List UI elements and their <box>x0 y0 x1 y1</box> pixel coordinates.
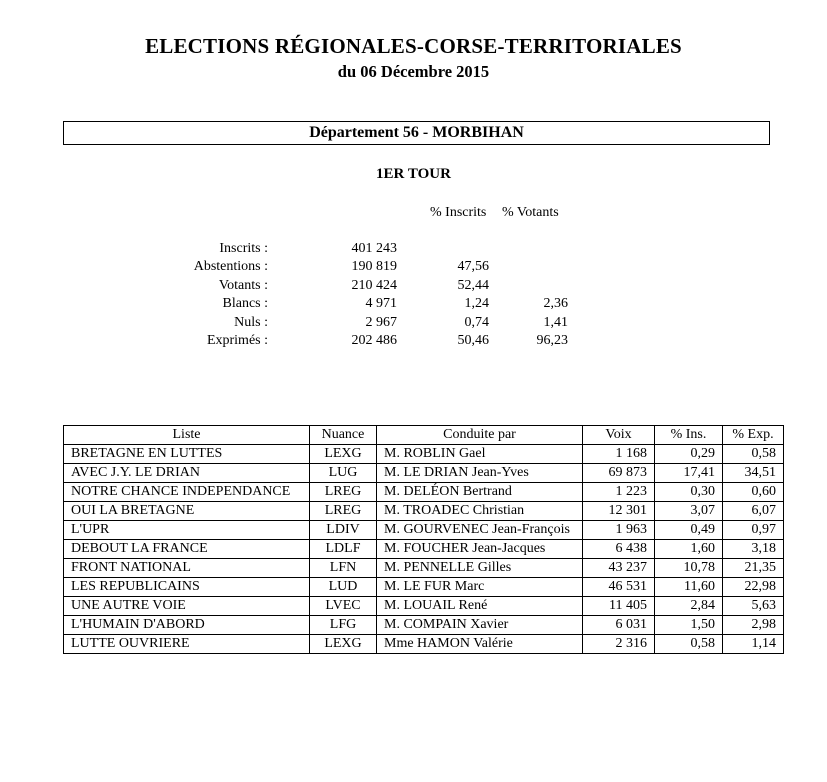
cell-liste: UNE AUTRE VOIE <box>64 597 310 616</box>
cell-voix: 6 438 <box>583 540 655 559</box>
table-row <box>64 502 784 521</box>
cell-voix: 11 405 <box>583 597 655 616</box>
cell-conduite: M. FOUCHER Jean-Jacques <box>377 540 583 559</box>
stat-count: 4 971 <box>365 296 397 311</box>
cell-liste: L'HUMAIN D'ABORD <box>64 616 310 635</box>
cell-voix: 12 301 <box>583 502 655 521</box>
cell-conduite: M. LE FUR Marc <box>377 578 583 597</box>
table-row <box>64 464 784 483</box>
stat-count: 401 243 <box>351 241 397 256</box>
cell-pct-exp: 34,51 <box>723 464 784 483</box>
cell-voix: 46 531 <box>583 578 655 597</box>
stat-label: Blancs : <box>222 296 268 311</box>
cell-conduite: M. PENNELLE Gilles <box>377 559 583 578</box>
pct-votants-header: % Votants <box>502 205 559 220</box>
stat-label: Nuls : <box>234 315 268 330</box>
cell-nuance: LREG <box>310 483 377 502</box>
stat-pct-inscrits: 47,56 <box>457 259 489 274</box>
cell-pct-ins: 0,58 <box>655 635 723 654</box>
cell-nuance: LFG <box>310 616 377 635</box>
cell-liste: LUTTE OUVRIERE <box>64 635 310 654</box>
department-heading: Département 56 - MORBIHAN <box>63 121 770 145</box>
cell-conduite: M. DELÉON Bertrand <box>377 483 583 502</box>
stat-count: 190 819 <box>351 259 397 274</box>
cell-nuance: LDIV <box>310 521 377 540</box>
cell-pct-ins: 11,60 <box>655 578 723 597</box>
cell-pct-ins: 0,30 <box>655 483 723 502</box>
cell-nuance: LDLF <box>310 540 377 559</box>
cell-conduite: M. ROBLIN Gael <box>377 445 583 464</box>
cell-liste: DEBOUT LA FRANCE <box>64 540 310 559</box>
table-row <box>64 578 784 597</box>
cell-conduite: M. GOURVENEC Jean-François <box>377 521 583 540</box>
cell-nuance: LEXG <box>310 635 377 654</box>
results-table <box>63 425 784 654</box>
cell-voix: 1 223 <box>583 483 655 502</box>
table-row <box>64 559 784 578</box>
column-header-pct-exp: % Exp. <box>723 426 784 445</box>
cell-pct-exp: 0,60 <box>723 483 784 502</box>
page-subtitle: du 06 Décembre 2015 <box>337 62 490 81</box>
column-header-voix: Voix <box>583 426 655 445</box>
cell-nuance: LUD <box>310 578 377 597</box>
column-header-conduite: Conduite par <box>377 426 583 445</box>
cell-conduite: M. LOUAIL René <box>377 597 583 616</box>
cell-liste: LES REPUBLICAINS <box>64 578 310 597</box>
stat-count: 2 967 <box>365 315 397 330</box>
table-row <box>64 540 784 559</box>
cell-pct-ins: 3,07 <box>655 502 723 521</box>
cell-voix: 43 237 <box>583 559 655 578</box>
cell-nuance: LFN <box>310 559 377 578</box>
cell-nuance: LEXG <box>310 445 377 464</box>
stat-count: 202 486 <box>351 333 397 348</box>
cell-nuance: LREG <box>310 502 377 521</box>
cell-pct-ins: 0,29 <box>655 445 723 464</box>
stat-pct-inscrits: 52,44 <box>457 278 489 293</box>
cell-pct-ins: 0,49 <box>655 521 723 540</box>
cell-voix: 1 168 <box>583 445 655 464</box>
round-heading: 1ER TOUR <box>376 166 451 182</box>
stat-pct-inscrits: 0,74 <box>464 315 489 330</box>
table-row <box>64 483 784 502</box>
pct-inscrits-header: % Inscrits <box>430 205 487 220</box>
cell-voix: 69 873 <box>583 464 655 483</box>
cell-pct-exp: 21,35 <box>723 559 784 578</box>
table-row <box>64 521 784 540</box>
cell-conduite: Mme HAMON Valérie <box>377 635 583 654</box>
cell-voix: 1 963 <box>583 521 655 540</box>
stat-pct-inscrits: 50,46 <box>457 333 489 348</box>
cell-pct-ins: 1,50 <box>655 616 723 635</box>
column-header-pct-ins: % Ins. <box>655 426 723 445</box>
cell-conduite: M. TROADEC Christian <box>377 502 583 521</box>
stat-label: Exprimés : <box>206 333 268 348</box>
cell-liste: AVEC J.Y. LE DRIAN <box>64 464 310 483</box>
cell-pct-exp: 5,63 <box>723 597 784 616</box>
cell-pct-ins: 10,78 <box>655 559 723 578</box>
table-row <box>64 635 784 654</box>
results-header-row <box>64 426 784 445</box>
stat-pct-inscrits: 1,24 <box>464 296 489 311</box>
stat-pct-votants: 96,23 <box>536 333 568 348</box>
stat-count: 210 424 <box>351 278 397 293</box>
stat-label: Abstentions : <box>193 259 268 274</box>
table-row <box>64 616 784 635</box>
cell-pct-ins: 2,84 <box>655 597 723 616</box>
stat-pct-votants: 1,41 <box>543 315 568 330</box>
column-header-liste: Liste <box>64 426 310 445</box>
cell-voix: 2 316 <box>583 635 655 654</box>
cell-pct-exp: 6,07 <box>723 502 784 521</box>
cell-pct-exp: 0,97 <box>723 521 784 540</box>
stat-label: Inscrits : <box>219 241 268 256</box>
cell-voix: 6 031 <box>583 616 655 635</box>
table-row <box>64 597 784 616</box>
cell-pct-exp: 3,18 <box>723 540 784 559</box>
cell-nuance: LUG <box>310 464 377 483</box>
cell-conduite: M. LE DRIAN Jean-Yves <box>377 464 583 483</box>
cell-liste: OUI LA BRETAGNE <box>64 502 310 521</box>
cell-liste: FRONT NATIONAL <box>64 559 310 578</box>
stat-label: Votants : <box>218 278 268 293</box>
cell-pct-exp: 1,14 <box>723 635 784 654</box>
cell-liste: BRETAGNE EN LUTTES <box>64 445 310 464</box>
cell-liste: NOTRE CHANCE INDEPENDANCE <box>64 483 310 502</box>
page-title: ELECTIONS RÉGIONALES-CORSE-TERRITORIALES <box>145 34 682 58</box>
table-row <box>64 445 784 464</box>
stat-pct-votants: 2,36 <box>543 296 568 311</box>
cell-pct-exp: 22,98 <box>723 578 784 597</box>
column-header-nuance: Nuance <box>310 426 377 445</box>
cell-pct-ins: 17,41 <box>655 464 723 483</box>
cell-pct-exp: 0,58 <box>723 445 784 464</box>
cell-pct-exp: 2,98 <box>723 616 784 635</box>
cell-pct-ins: 1,60 <box>655 540 723 559</box>
cell-liste: L'UPR <box>64 521 310 540</box>
cell-nuance: LVEC <box>310 597 377 616</box>
cell-conduite: M. COMPAIN Xavier <box>377 616 583 635</box>
